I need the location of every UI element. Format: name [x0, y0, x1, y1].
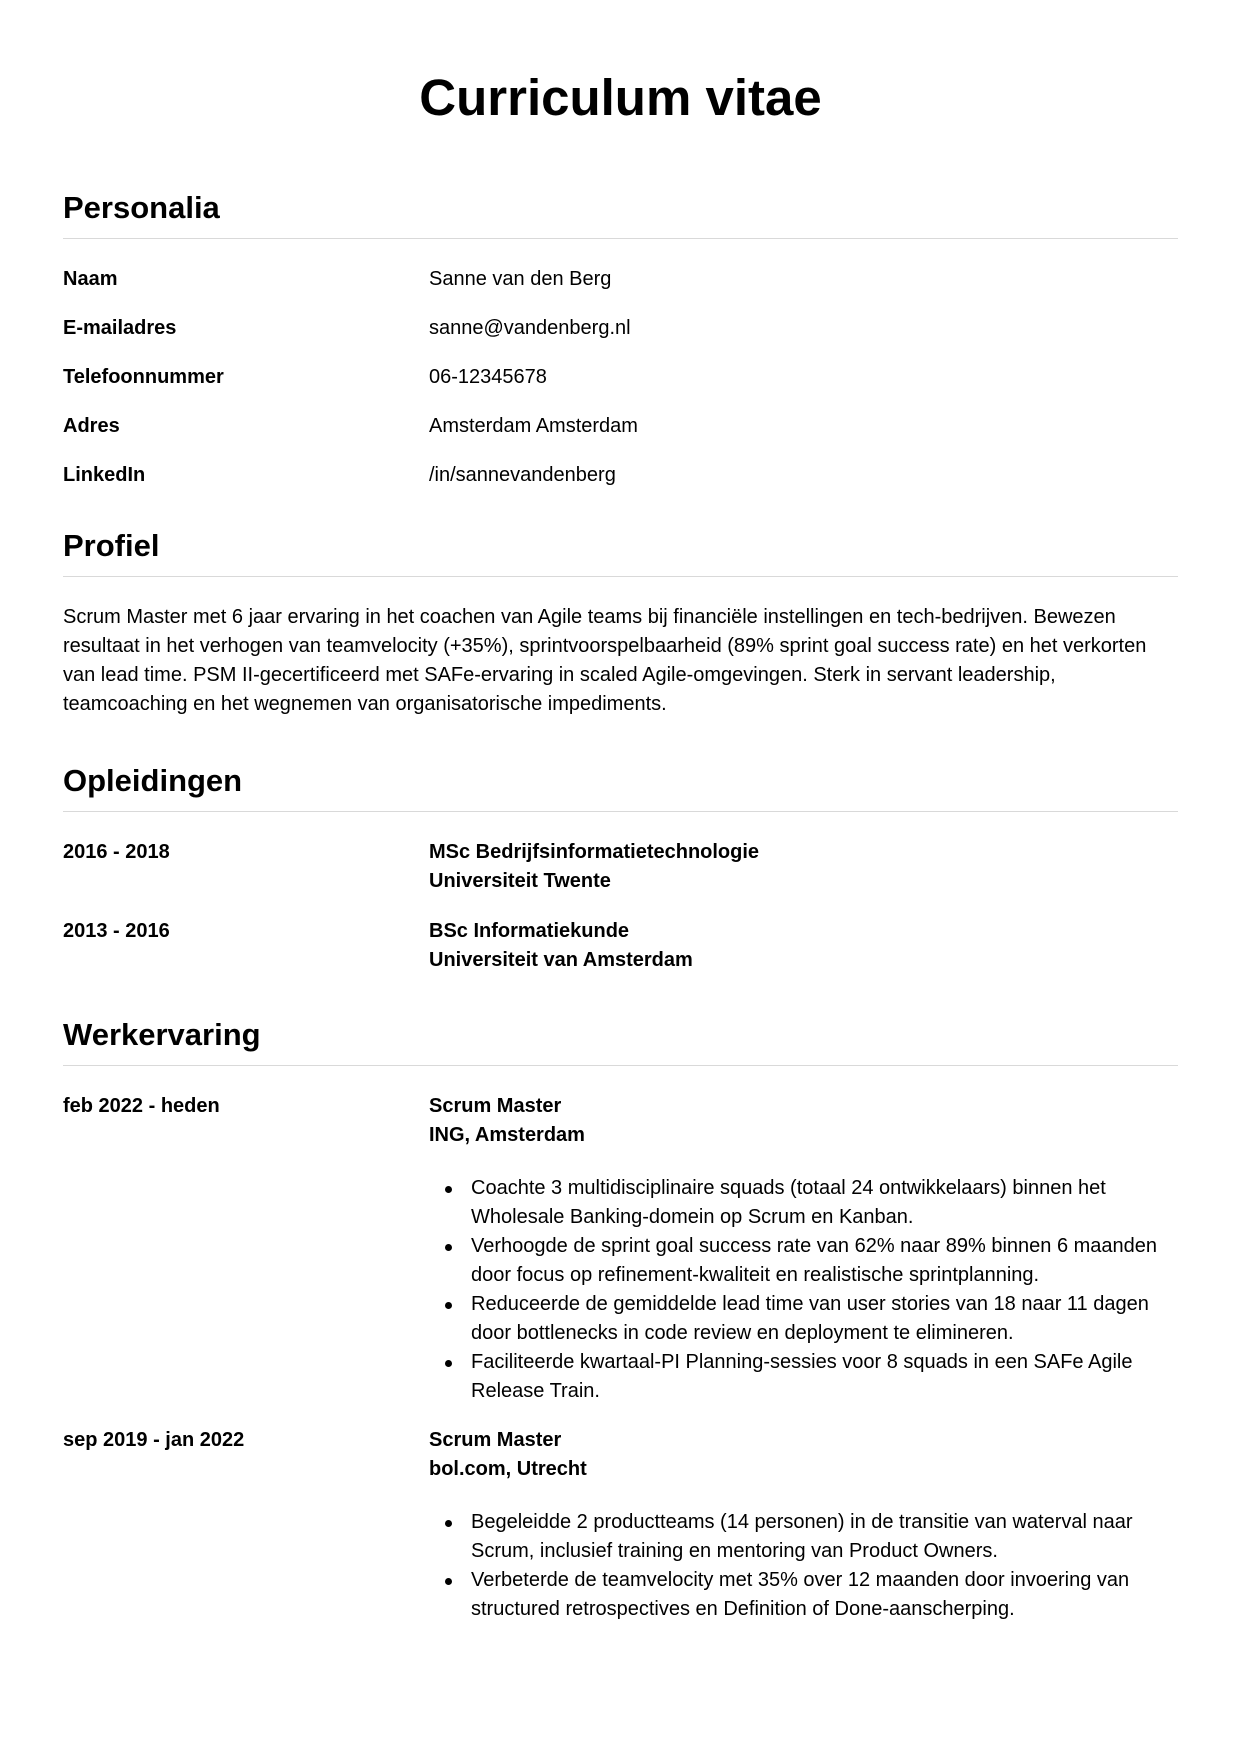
- education-period: 2016 - 2018: [63, 841, 170, 863]
- achievement-item: [471, 1508, 1178, 1566]
- field-label: Telefoonnummer: [63, 366, 224, 388]
- achievement-text: Verhoogde de sprint goal success rate van 62% naar 89% binnen 6 maanden door focus op refinement-kwaliteit en realistische sprintplanning.: [471, 1235, 1158, 1286]
- field-label: Naam: [63, 268, 118, 290]
- field-label: E-mailadres: [63, 317, 177, 339]
- education-entry: [63, 838, 1178, 896]
- field-value: Amsterdam Amsterdam: [429, 415, 638, 437]
- section-opleidingen: [63, 761, 1178, 975]
- work-entry: [63, 1426, 1178, 1624]
- achievement-text: Reduceerde de gemiddelde lead time van user stories van 18 naar 11 dagen door bottlenecks in code review en deployment te elimineren.: [471, 1293, 1149, 1344]
- field-row-naam: [63, 265, 1178, 294]
- bullet-icon: [445, 1186, 452, 1193]
- achievement-item: [471, 1174, 1178, 1232]
- section-heading-werkervaring: Werkervaring: [63, 1015, 1178, 1066]
- field-row-email: [63, 314, 1178, 343]
- achievement-text: Faciliteerde kwartaal-PI Planning-sessies voor 8 squads in een SAFe Agile Release Train.: [471, 1351, 1133, 1402]
- field-value: sanne@vandenberg.nl: [429, 317, 631, 339]
- section-profiel: [63, 526, 1178, 719]
- achievement-item: [471, 1566, 1178, 1624]
- field-row-telefoon: [63, 363, 1178, 392]
- achievement-item: [471, 1232, 1178, 1290]
- work-entry: [63, 1092, 1178, 1406]
- education-details: [429, 838, 1178, 896]
- work-details: [429, 1426, 1178, 1624]
- bullet-icon: [445, 1578, 452, 1585]
- work-company: ING, Amsterdam: [429, 1124, 585, 1146]
- section-heading-opleidingen: Opleidingen: [63, 761, 1178, 812]
- education-entry: [63, 917, 1178, 975]
- field-value: /in/sannevandenberg: [429, 464, 616, 486]
- achievement-item: [471, 1290, 1178, 1348]
- field-value: 06-12345678: [429, 366, 547, 388]
- section-werkervaring: [63, 1015, 1178, 1624]
- field-label: Adres: [63, 415, 120, 437]
- document-title: Curriculum vitae: [419, 69, 822, 126]
- education-school: Universiteit Twente: [429, 870, 611, 892]
- bullet-icon: [445, 1360, 452, 1367]
- education-degree: MSc Bedrijfsinformatietechnologie: [429, 841, 760, 863]
- work-period: feb 2022 - heden: [63, 1095, 220, 1117]
- work-company: bol.com, Utrecht: [429, 1458, 587, 1480]
- work-details: [429, 1092, 1178, 1406]
- education-period: 2013 - 2016: [63, 920, 170, 942]
- work-achievements: [429, 1508, 1178, 1624]
- achievement-item: [471, 1348, 1178, 1406]
- work-role: Scrum Master: [429, 1429, 562, 1451]
- education-degree: BSc Informatiekunde: [429, 920, 630, 942]
- bullet-icon: [445, 1302, 452, 1309]
- field-row-linkedin: [63, 461, 1178, 490]
- work-achievements: [429, 1174, 1178, 1406]
- profile-summary: Scrum Master met 6 jaar ervaring in het coachen van Agile teams bij financiële instellingen en tech-bedrijven. Bewezen resultaat in het verhogen van teamvelocity (+35%), sprintvoorspelbaarheid (89% sprint goal success rate) en het verkorten van lead time. PSM II-gecertificeerd met SAFe-ervaring in scaled Agile-omgevingen. Sterk in servant leadership, teamcoaching en het wegnemen van organisatorische impediments.: [63, 606, 1147, 715]
- field-label: LinkedIn: [63, 464, 146, 486]
- bullet-icon: [445, 1244, 452, 1251]
- section-personalia: [63, 188, 1178, 490]
- achievement-text: Begeleidde 2 productteams (14 personen) in de transitie van waterval naar Scrum, inclusief training en mentoring van Product Owners.: [471, 1511, 1133, 1562]
- education-details: [429, 917, 1178, 975]
- section-heading-profiel: Profiel: [63, 526, 1178, 577]
- field-row-adres: [63, 412, 1178, 441]
- achievement-text: Coachte 3 multidisciplinaire squads (totaal 24 ontwikkelaars) binnen het Wholesale Banking-domein op Scrum en Kanban.: [471, 1177, 1106, 1228]
- section-heading-personalia: Personalia: [63, 188, 1178, 239]
- achievement-text: Verbeterde de teamvelocity met 35% over 12 maanden door invoering van structured retrospectives en Definition of Done-aanscherping.: [471, 1569, 1130, 1620]
- bullet-icon: [445, 1520, 452, 1527]
- work-period: sep 2019 - jan 2022: [63, 1429, 245, 1451]
- work-role: Scrum Master: [429, 1095, 562, 1117]
- field-value: Sanne van den Berg: [429, 268, 612, 290]
- education-school: Universiteit van Amsterdam: [429, 949, 693, 971]
